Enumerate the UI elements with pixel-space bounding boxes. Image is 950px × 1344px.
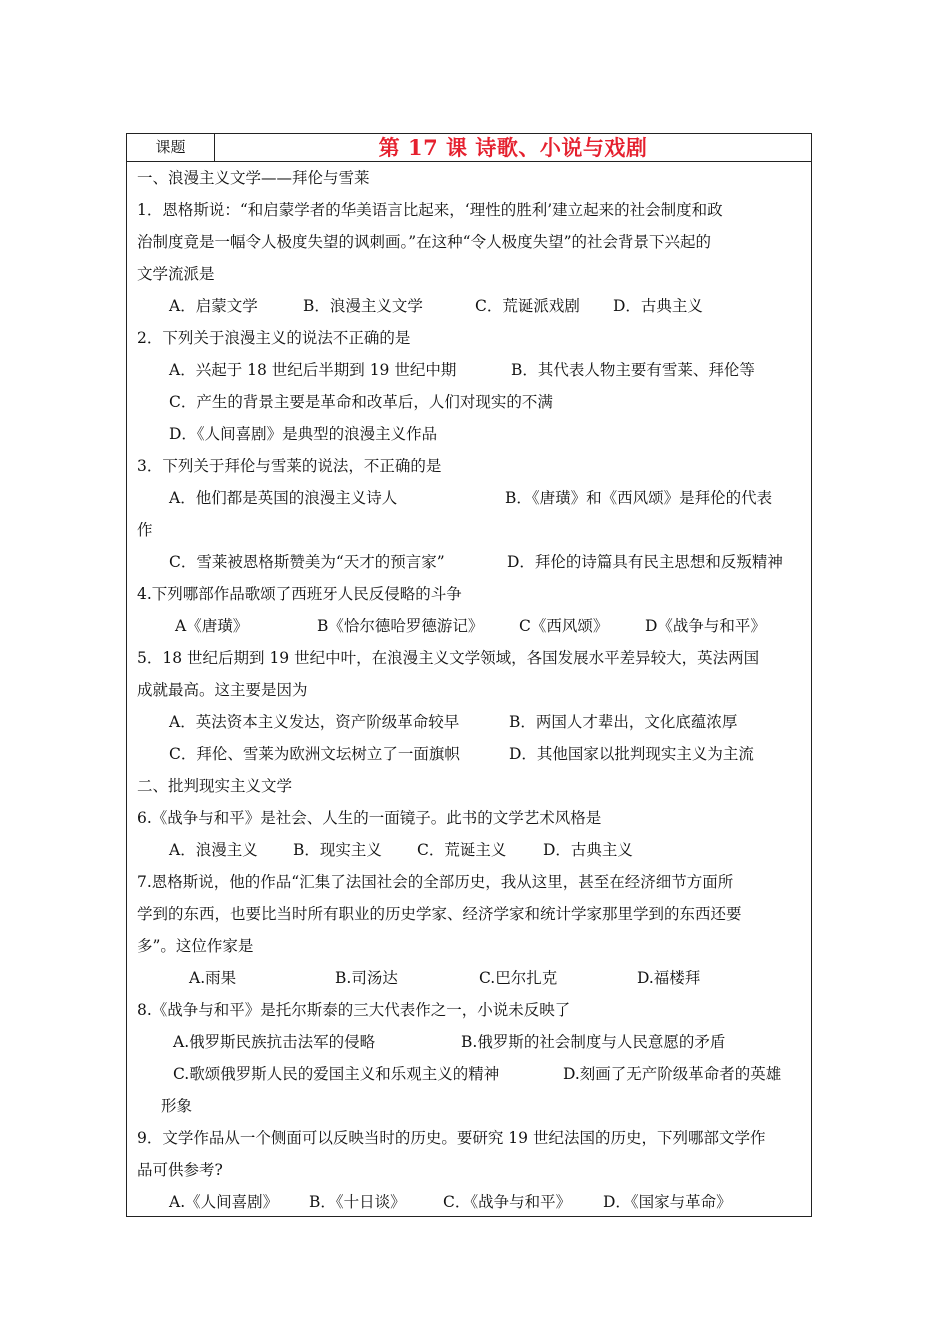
question-5-text: 5．18 世纪后期到 19 世纪中叶，在浪漫主义文学领域，各国发展水平差异较大，英法两国 xyxy=(137,649,760,667)
option-d: D《战争与和平》 xyxy=(645,617,766,635)
option-b: B.司汤达 xyxy=(335,969,398,987)
option-c: C．《战争与和平》 xyxy=(443,1193,572,1211)
option-d: D．其他国家以批判现实主义为主流 xyxy=(509,745,754,763)
question-9-options xyxy=(127,1186,811,1218)
option-a: A.雨果 xyxy=(189,969,237,987)
question-8-options xyxy=(127,1058,811,1090)
option-c: C．拜伦、雪莱为欧洲文坛树立了一面旗帜 xyxy=(169,745,460,763)
question-7-text: 7.恩格斯说，他的作品“汇集了法国社会的全部历史，我从这里，甚至在经济细节方面所 xyxy=(137,873,734,891)
section-heading: 二、批判现实主义文学 xyxy=(137,777,293,795)
question-1-options xyxy=(127,290,811,322)
option-b: B.俄罗斯的社会制度与人民意愿的矛盾 xyxy=(461,1033,726,1051)
question-5-options xyxy=(127,738,811,770)
option-c: C.巴尔扎克 xyxy=(479,969,558,987)
option-b-continued: 作 xyxy=(137,521,153,539)
option-c: C．荒诞主义 xyxy=(417,841,507,859)
question-2-text: 2．下列关于浪漫主义的说法不正确的是 xyxy=(137,329,411,347)
option-a: A．兴起于 18 世纪后半期到 19 世纪中期 xyxy=(169,361,457,379)
option-c: C．荒诞派戏剧 xyxy=(475,297,580,315)
question-6-text: 6.《战争与和平》是社会、人生的一面镜子。此书的文学艺术风格是 xyxy=(137,809,602,827)
option-b: B．其代表人物主要有雪莱、拜伦等 xyxy=(511,361,755,379)
question-5-options xyxy=(127,706,811,738)
question-8-text: 8.《战争与和平》是托尔斯泰的三大代表作之一，小说未反映了 xyxy=(137,1001,571,1019)
question-5-text: 成就最高。这主要是因为 xyxy=(137,681,308,699)
option-b: B．《十日谈》 xyxy=(309,1193,406,1211)
option-b: B．现实主义 xyxy=(293,841,382,859)
option-a: A.俄罗斯民族抗击法军的侵略 xyxy=(173,1033,376,1051)
question-1-text: 文学流派是 xyxy=(137,265,215,283)
option-c: C．产生的背景主要是革命和改革后，人们对现实的不满 xyxy=(169,393,553,411)
option-d: D．拜伦的诗篇具有民主思想和反叛精神 xyxy=(507,553,783,571)
option-a: A．英法资本主义发达，资产阶级革命较早 xyxy=(169,713,460,731)
option-b: B．《唐璜》和《西风颂》是拜伦的代表 xyxy=(505,489,773,507)
question-7-text: 学到的东西，也要比当时所有职业的历史学家、经济学家和统计学家那里学到的东西还要 xyxy=(137,905,742,923)
question-2-options xyxy=(127,354,811,386)
lesson-title: 第 17 课 诗歌、小说与戏剧 xyxy=(378,135,648,160)
option-a: A《唐璜》 xyxy=(175,617,249,635)
option-d-continued: 形象 xyxy=(161,1097,193,1115)
section-heading: 一、浪漫主义文学——拜伦与雪莱 xyxy=(137,169,370,187)
option-b: B．两国人才辈出，文化底蕴浓厚 xyxy=(509,713,738,731)
option-a: A．启蒙文学 xyxy=(169,297,258,315)
question-7-options xyxy=(127,962,811,994)
option-c: C《西风颂》 xyxy=(519,617,609,635)
question-3-options xyxy=(127,482,811,514)
option-c: C.歌颂俄罗斯人民的爱国主义和乐观主义的精神 xyxy=(173,1065,500,1083)
question-1-text: 1．恩格斯说：“和启蒙学者的华美语言比起来，‘理性的胜利’建立起来的社会制度和政 xyxy=(137,201,723,219)
question-4-text: 4.下列哪部作品歌颂了西班牙人民反侵略的斗争 xyxy=(137,585,462,603)
question-1-text: 治制度竟是一幅令人极度失望的讽刺画。”在这种“令人极度失望”的社会背景下兴起的 xyxy=(137,233,712,251)
question-3-text: 3．下列关于拜伦与雪莱的说法，不正确的是 xyxy=(137,457,442,475)
question-4-options xyxy=(127,610,811,642)
option-c: C．雪莱被恩格斯赞美为“天才的预言家” xyxy=(169,553,445,571)
question-6-options xyxy=(127,834,811,866)
question-7-text: 多”。这位作家是 xyxy=(137,937,254,955)
option-d: D.福楼拜 xyxy=(637,969,701,987)
option-d: D．《国家与革命》 xyxy=(603,1193,732,1211)
option-b: B．浪漫主义文学 xyxy=(303,297,423,315)
header-row xyxy=(127,134,811,162)
option-a: A.《人间喜剧》 xyxy=(169,1193,279,1211)
topic-label: 课题 xyxy=(127,134,215,161)
option-d: D.刻画了无产阶级革命者的英雄 xyxy=(563,1065,782,1083)
question-8-options xyxy=(127,1026,811,1058)
question-9-text: 9．文学作品从一个侧面可以反映当时的历史。要研究 19 世纪法国的历史，下列哪部文学作 xyxy=(137,1129,766,1147)
option-d: D．古典主义 xyxy=(543,841,633,859)
option-a: A．浪漫主义 xyxy=(169,841,258,859)
option-d: D．古典主义 xyxy=(613,297,703,315)
question-3-options xyxy=(127,546,811,578)
option-b: B《恰尔德哈罗德游记》 xyxy=(317,617,484,635)
worksheet-table xyxy=(126,133,812,1217)
option-a: A．他们都是英国的浪漫主义诗人 xyxy=(169,489,398,507)
option-d: D．《人间喜剧》是典型的浪漫主义作品 xyxy=(169,425,438,443)
question-9-text: 品可供参考? xyxy=(137,1161,223,1179)
